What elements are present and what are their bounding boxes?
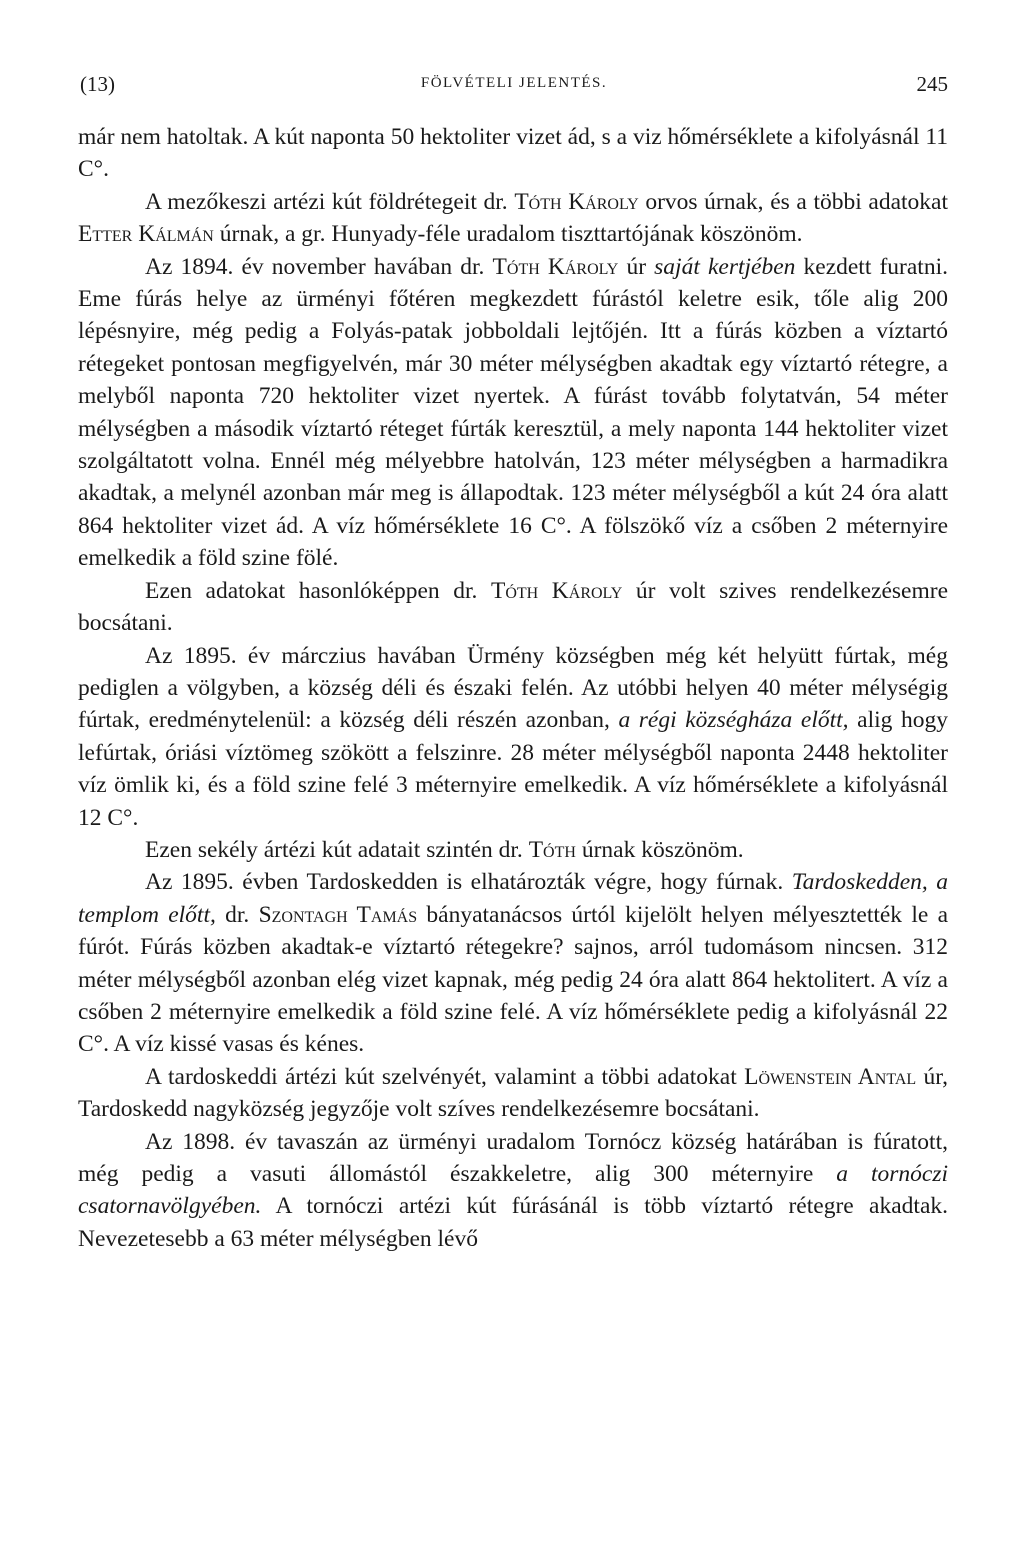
text-segment: úr, Tardoskedd nagyközség jegyzője volt szíves rendelkezésemre bocsátani. xyxy=(78,1063,948,1123)
emphasis-italic: a tornóczi csatornavölgyében. xyxy=(78,1161,949,1220)
text-segment: Az 1894. év november havában dr. xyxy=(145,253,493,280)
text-segment: orvos úrnak, és a többi adatokat xyxy=(638,188,949,215)
name-smallcaps: Szontagh Tamás xyxy=(258,901,418,928)
running-header xyxy=(80,72,948,102)
text-segment: kezdett furatni. Eme fúrás helye az ürményi főtéren megkezdett fúrástól keletre esik, tőle alig 200 lépésnyire, még pedig a Folyás-patak jobboldali lejtőjén. Itt a fúrás közben a víztartó rétegeket pontosan megfigyelvén, már 30 méter mélységben akadtak egy víztartó rétegre, a melyből naponta 720 hektoliter vizet nyertek. A fúrást tovább folytatván, 54 méter mélységben a második víztartó réteget fúrták keresztül, a mely naponta 144 hektoliter vizet szolgáltatott volna. Ennél még mélyebbre hatolván, 123 méter mélységben a harmadikra akadtak, a melynél azonban már meg is állapodtak. 123 méter mélységből a kút 24 óra alatt 864 hektoliter vizet ád. A víz hőmérséklete 16 C°. A fölszökő víz a csőben 2 méternyire emelkedik a föld szine fölé. xyxy=(78,253,948,572)
text-segment: már nem hatoltak. A kút naponta 50 hektoliter vizet ád, s a viz hőmérséklete a kifolyásnál 11 C°. xyxy=(78,124,948,183)
text-segment: úrnak, a gr. Hunyady-féle uradalom tiszttartójának köszönöm. xyxy=(213,221,803,248)
running-title: FÖLVÉTELI JELENTÉS. xyxy=(420,75,608,91)
text-segment: bányatanácsos úrtól kijelölt helyen mélyesztették le a fúrót. Fúrás közben akadtak-e víztartó rétegekre? sajnos, arról tudomásom nincsen. 312 méter mélységből azonban elég vizet kapnak, még pedig 24 óra alatt 864 hektolitert. A víz a csőben 2 méternyire emelkedik a föld szine felé. A víz hőmérséklete pedig a kifolyásnál 22 C°. A víz kissé vasas és kénes. xyxy=(78,901,949,1058)
emphasis-italic: Tardoskedden, a templom előtt, xyxy=(78,869,949,928)
text-segment: úr volt szives rendelkezésemre bocsátani. xyxy=(78,577,949,637)
text-segment: A mezőkeszi artézi kút földrétegeit dr. xyxy=(145,188,515,215)
page-number: 245 xyxy=(916,72,948,96)
paragraph xyxy=(78,834,948,866)
text-segment: Ezen adatokat hasonlóképpen dr. xyxy=(145,577,491,604)
page-reference: (13) xyxy=(80,72,115,96)
emphasis-italic: saját kertjében xyxy=(654,253,796,280)
paragraph xyxy=(78,1061,948,1126)
text-segment: úrnak köszönöm. xyxy=(575,836,744,863)
name-smallcaps: Löwenstein Antal xyxy=(744,1063,917,1090)
text-segment: Az 1895. évben Tardoskedden is elhatározták végre, hogy fúrnak. xyxy=(145,869,792,896)
paragraph xyxy=(78,866,948,1060)
text-segment: A tornóczi artézi kút fúrásánál is több víztartó rétegre akadtak. Nevezetesebb a 63 méter mélységben lévő xyxy=(78,1193,948,1252)
name-smallcaps: Tóth xyxy=(528,836,576,863)
paragraph xyxy=(78,1126,948,1256)
text-segment: Az 1898. év tavaszán az ürményi uradalom Tornócz község határában is fúratott, még pedig a vasuti állomástól északkeletre, alig 300 méternyire xyxy=(78,1128,948,1187)
text-segment: A tardoskeddi ártézi kút szelvényét, valamint a többi adatokat xyxy=(145,1063,745,1090)
paragraph xyxy=(78,121,948,186)
name-smallcaps: Tóth Károly xyxy=(514,188,639,215)
paragraph xyxy=(78,575,948,640)
paragraph xyxy=(78,186,948,251)
paragraph xyxy=(78,251,948,575)
paragraph xyxy=(78,640,948,834)
body-text xyxy=(78,121,948,1255)
name-smallcaps: Tóth Károly xyxy=(490,577,623,604)
name-smallcaps: Etter Kálmán xyxy=(78,221,214,248)
name-smallcaps: Tóth Károly xyxy=(492,253,619,280)
text-segment: úr xyxy=(618,253,655,280)
text-segment: dr. xyxy=(215,901,259,928)
emphasis-italic: a régi községháza előtt, xyxy=(618,707,849,734)
text-segment: Az 1895. év márczius havában Ürmény községben még két helyütt fúrtak, még pediglen a völgyben, a község déli és északi felén. Az utóbbi helyen 40 méter mélységig fúrtak, eredménytelenül: a község déli részén azonban, xyxy=(78,642,948,734)
text-segment: Ezen sekély ártézi kút adatait szintén dr. xyxy=(145,836,529,863)
text-segment: alig hogy lefúrtak, óriási víztömeg szökött a felszinre. 28 méter mélységből naponta 2448 hektoliter víz ömlik ki, és a föld szine felé 3 méternyire emelkedik. A víz hőmérséklete a kifolyásnál 12 C°. xyxy=(78,707,948,831)
